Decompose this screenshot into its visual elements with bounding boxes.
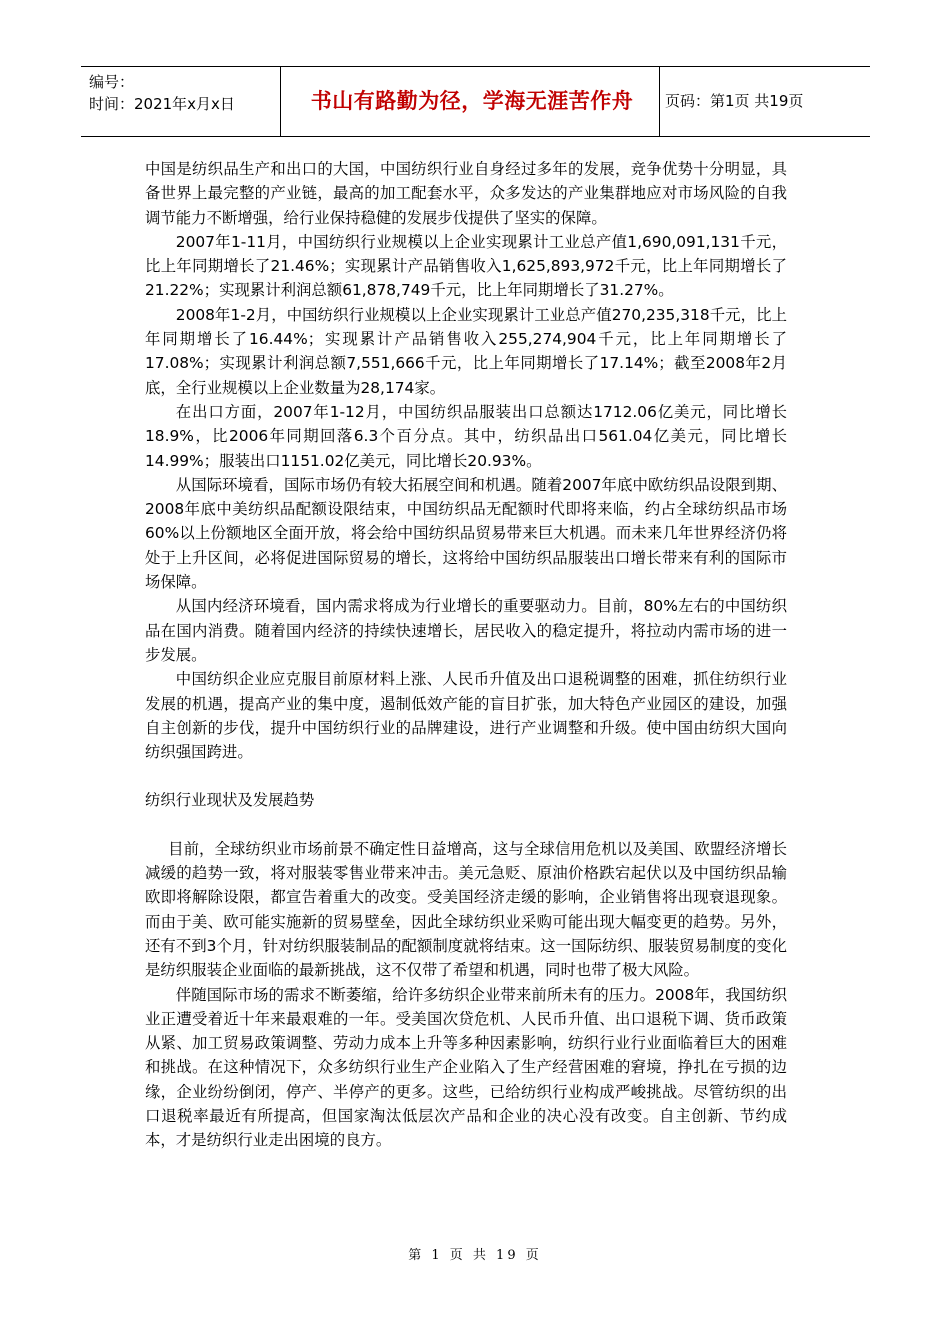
document-number-label: 编号： [89,73,135,91]
body-paragraph-5: 从国际环境看，国际市场仍有较大拓展空间和机遇。随着2007年底中欧纺织品设限到期、2008年底中美纺织品配额设限结束，中国纺织品无配额时代即将来临，约占全球纺织品市场60%以上份额地区全面开放，将会给中国纺织品贸易带来巨大机遇。而未来几年世界经济仍将处于上升区间，必将促进国际贸易的增长，这将给中国纺织品服装出口增长带来有利的国际市场保障。 [145,475,787,592]
body-paragraph-3: 2008年1-2月，中国纺织行业规模以上企业实现累计工业总产值270,235,318千元，比上年同期增长了16.44%；实现累计产品销售收入255,274,904千元，比上年同期增长了17.08%；实现累计利润总额7,551,666千元，比上年同期增长了17.14%；截至2008年2月底，全行业规模以上企业数量为28,174家。 [145,305,787,397]
body-paragraph-1: 中国是纺织品生产和出口的大国，中国纺织行业自身经过多年的发展，竞争优势十分明显，具备世界上最完整的产业链，最高的加工配套水平，众多发达的产业集群地应对市场风险的自我调节能力不断增强，给行业保持稳健的发展步伐提供了坚实的保障。 [145,160,787,227]
body-paragraph-7: 中国纺织企业应克服目前原材料上涨、人民币升值及出口退税调整的困难，抓住纺织行业发展的机遇，提高产业的集中度，遏制低效产能的盲目扩张，加大特色产业园区的建设，加强自主创新的步伐，提升中国纺织行业的品牌建设，进行产业调整和升级。使中国由纺织大国向纺织强国跨进。 [145,670,787,762]
document-time-label: 时间：2021年x月x日 [89,95,235,113]
section-paragraph-1: 目前，全球纺织业市场前景不确定性日益增高，这与全球信用危机以及美国、欧盟经济增长减缓的趋势一致，将对服装零售业带来冲击。美元急贬、原油价格跌宕起伏以及中国纺织品输欧即将解除设限，都宣告着重大的改变。受美国经济走缓的影响，企业销售将出现衰退现象。而由于美、欧可能实施新的贸易壁垒，因此全球纺织业采购可能出现大幅变更的趋势。另外，还有不到3个月，针对纺织服装制品的配额制度就将结束。这一国际纺织、服装贸易制度的变化是纺织服装企业面临的最新挑战，这不仅带了希望和机遇，同时也带了极大风险。 [145,839,787,980]
section-paragraph-2: 伴随国际市场的需求不断萎缩，给许多纺织企业带来前所未有的压力。2008年，我国纺织业正遭受着近十年来最艰难的一年。受美国次贷危机、人民币升值、出口退税下调、货币政策从紧、加工贸易政策调整、劳动力成本上升等多种因素影响，纺织行业行业面临着巨大的困难和挑战。在这种情况下，众多纺织行业生产企业陷入了生产经营困难的窘境，挣扎在亏损的边缘，企业纷纷倒闭，停产、半停产的更多。这些，已给纺织行业构成严峻挑战。尽管纺织的出口退税率最近有所提高，但国家淘汰低层次产品和企业的决心没有改变。自主创新、节约成本，才是纺织行业走出困境的良方。 [145,985,787,1150]
document-header [81,66,870,137]
header-divider-left [280,67,281,136]
header-meta [89,71,279,115]
header-motto: 书山有路勤为径，学海无涯苦作舟 [310,89,634,113]
header-divider-right [659,67,660,136]
body-paragraph-4: 在出口方面，2007年1-12月，中国纺织品服装出口总额达1712.06亿美元，同比增长18.9%，比2006年同期回落6.3个百分点。其中，纺织品出口561.04亿美元，同比增长14.99%；服装出口1151.02亿美元，同比增长20.93%。 [145,402,787,470]
section-title: 纺织行业现状及发展趋势 [145,791,315,810]
body-paragraph-6: 从国内经济环境看，国内需求将成为行业增长的重要驱动力。目前，80%左右的中国纺织品在国内消费。随着国内经济的持续快速增长，居民收入的稳定提升，将拉动内需市场的进一步发展。 [145,597,787,664]
header-page-info: 页码：第1页 共19页 [665,92,804,110]
page-footer: 第 1 页 共 19 页 [408,1248,542,1263]
document-body [145,157,787,1153]
body-paragraph-2: 2007年1-11月，中国纺织行业规模以上企业实现累计工业总产值1,690,091,131千元，比上年同期增长了21.46%；实现累计产品销售收入1,625,893,972千元，比上年同期增长了21.22%；实现累计利润总额61,878,749千元，比上年同期增长了31.27%。 [145,232,787,300]
